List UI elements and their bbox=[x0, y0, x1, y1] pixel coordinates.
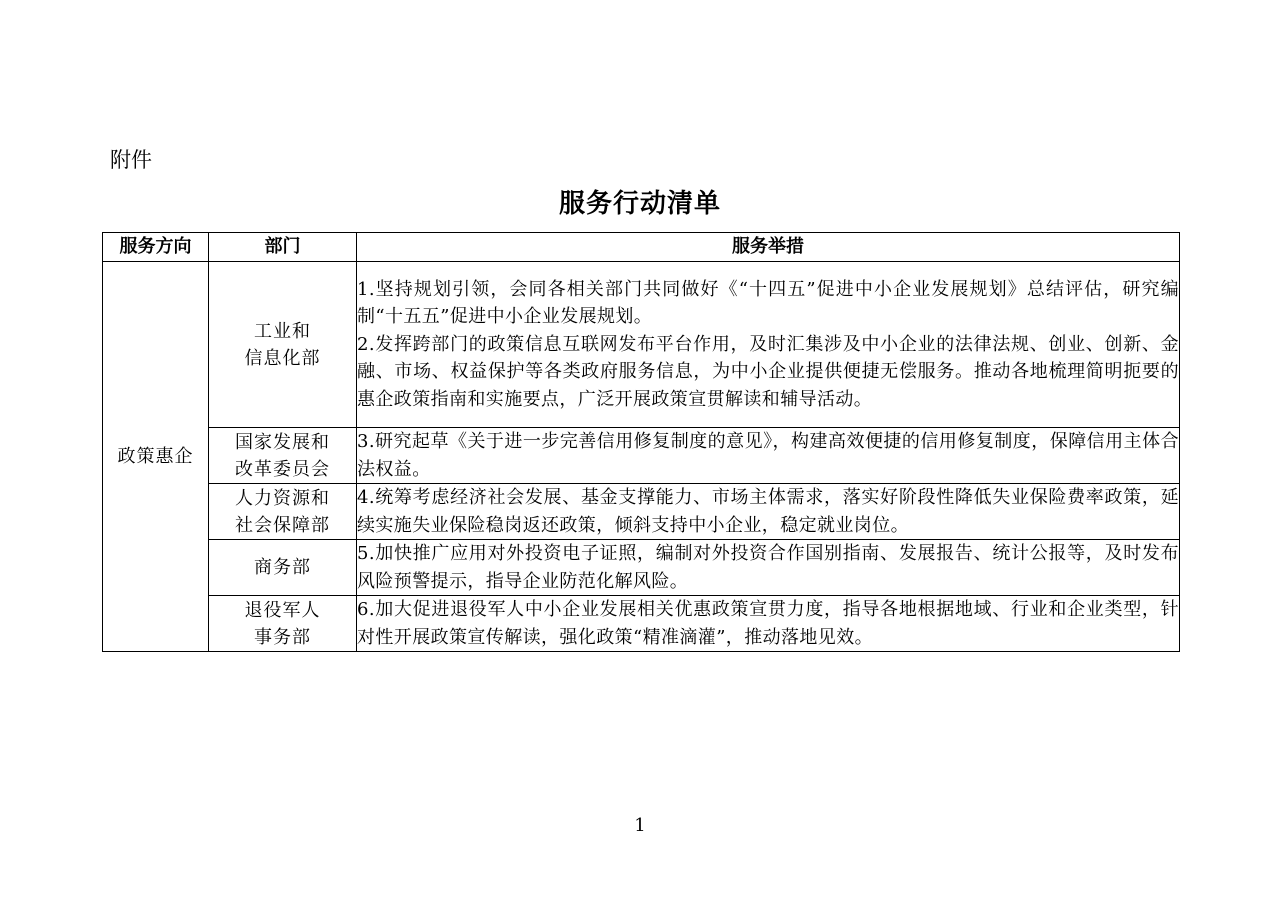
table-row bbox=[103, 596, 1180, 652]
measures-cell bbox=[357, 540, 1180, 596]
table-row bbox=[103, 428, 1180, 484]
measure-item: 1.坚持规划引领，会同各相关部门共同做好《“十四五”促进中小企业发展规划》总结评估，研究编制“十五五”促进中小企业发展规划。 bbox=[357, 278, 1179, 328]
document-title: 服务行动清单 bbox=[558, 189, 721, 219]
table-row bbox=[103, 484, 1180, 540]
header-measures: 服务举措 bbox=[357, 233, 1180, 262]
table-header-row bbox=[103, 233, 1180, 262]
department-cell bbox=[209, 596, 357, 652]
measures-cell bbox=[357, 596, 1180, 652]
department-line: 事务部 bbox=[254, 626, 311, 648]
measures-cell bbox=[357, 428, 1180, 484]
measures-cell bbox=[357, 484, 1180, 540]
department-line: 退役军人 bbox=[244, 599, 321, 621]
direction-cell: 政策惠企 bbox=[103, 262, 209, 652]
measure-item: 6.加大促进退役军人中小企业发展相关优惠政策宣贯力度，指导各地根据地域、行业和企业类型，针对性开展政策宣传解读，强化政策“精准滴灌”，推动落地见效。 bbox=[357, 599, 1179, 648]
department-line: 工业和 bbox=[254, 320, 311, 342]
header-department: 部门 bbox=[209, 233, 357, 262]
department-line: 社会保障部 bbox=[235, 514, 330, 536]
measure-item: 2.发挥跨部门的政策信息互联网发布平台作用，及时汇集涉及中小企业的法律法规、创业、创新、金融、市场、权益保护等各类政府服务信息，为中小企业提供便捷无偿服务。推动各地梳理简明扼要的惠企政策指南和实施要点，广泛开展政策宣贯解读和辅导活动。 bbox=[357, 333, 1179, 410]
department-line: 信息化部 bbox=[244, 347, 321, 369]
department-cell bbox=[209, 262, 357, 428]
department-line: 改革委员会 bbox=[235, 458, 330, 480]
measure-item: 4.统筹考虑经济社会发展、基金支撑能力、市场主体需求，落实好阶段性降低失业保险费率政策，延续实施失业保险稳岗返还政策，倾斜支持中小企业，稳定就业岗位。 bbox=[357, 487, 1179, 536]
measure-item: 3.研究起草《关于进一步完善信用修复制度的意见》，构建高效便捷的信用修复制度，保障信用主体合法权益。 bbox=[357, 431, 1179, 480]
department-cell bbox=[209, 540, 357, 596]
department-cell bbox=[209, 484, 357, 540]
department-line: 国家发展和 bbox=[235, 431, 330, 453]
department-line: 商务部 bbox=[254, 557, 311, 578]
service-action-table bbox=[102, 232, 1180, 652]
header-direction: 服务方向 bbox=[103, 233, 209, 262]
table-row bbox=[103, 540, 1180, 596]
measures-cell bbox=[357, 262, 1180, 428]
measure-item: 5.加快推广应用对外投资电子证照，编制对外投资合作国别指南、发展报告、统计公报等，及时发布风险预警提示，指导企业防范化解风险。 bbox=[357, 543, 1179, 592]
department-cell bbox=[209, 428, 357, 484]
page-number: 1 bbox=[634, 815, 646, 836]
table-row bbox=[103, 262, 1180, 428]
department-line: 人力资源和 bbox=[235, 487, 330, 509]
attachment-label: 附件 bbox=[110, 148, 152, 172]
